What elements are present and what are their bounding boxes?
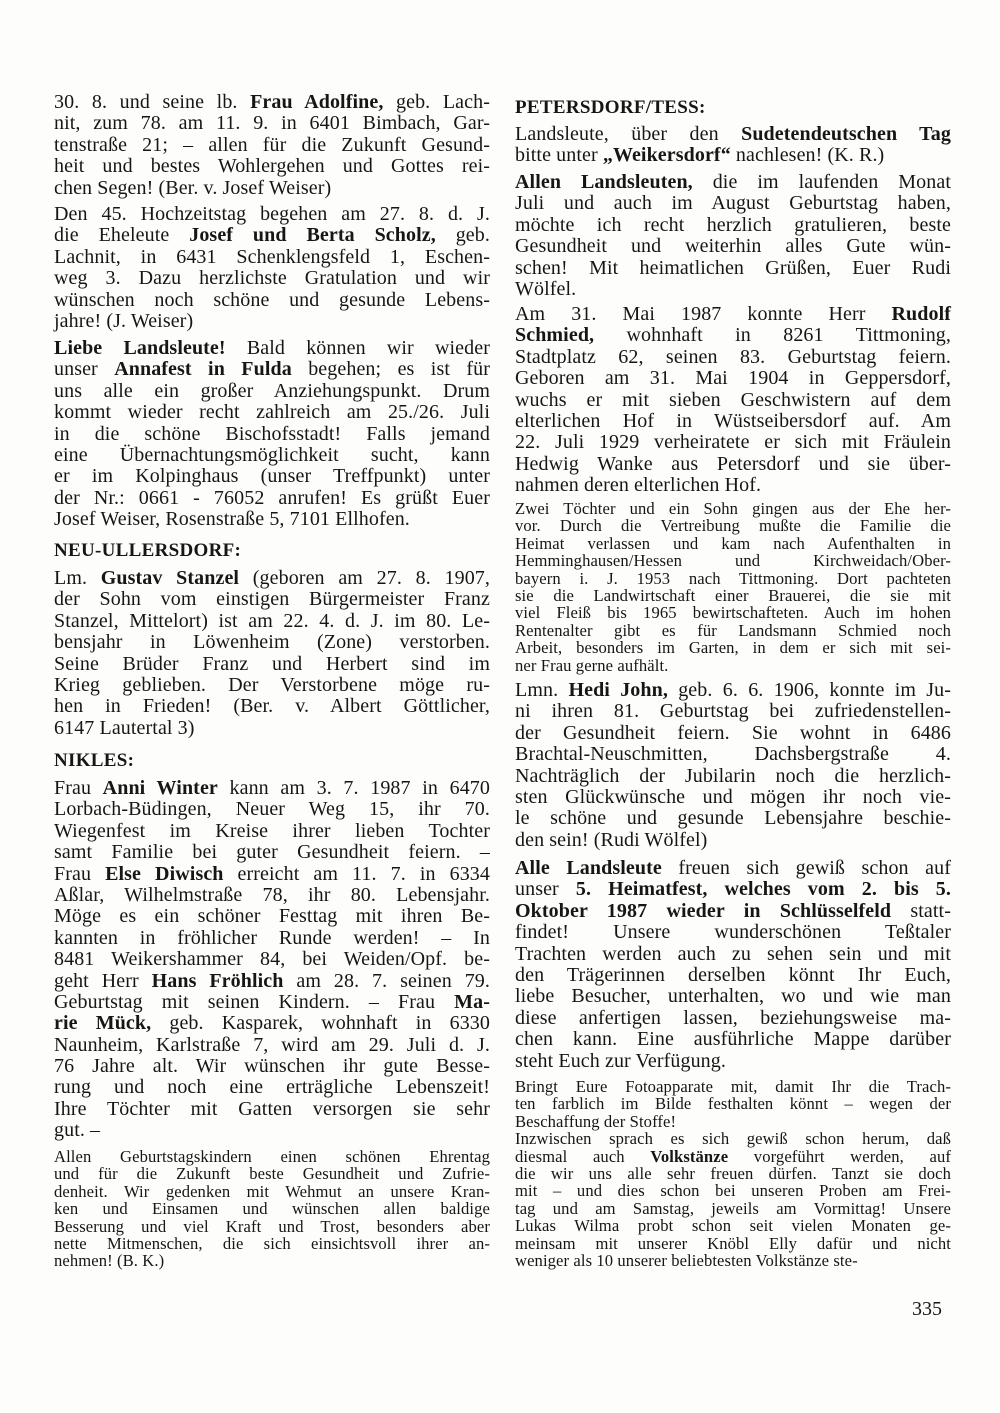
text: wohnhaft in 8261 Tittmoning, bbox=[594, 324, 951, 347]
text: findet! Unsere wunderschönen Teßtaler bbox=[515, 921, 951, 944]
text: die im laufenden Monat bbox=[692, 171, 951, 193]
text-line bbox=[515, 552, 951, 569]
text: Lmn. bbox=[515, 679, 569, 701]
text: sie die Landwirtschaft einer Brauerei, die sie mit bbox=[515, 585, 951, 605]
text-line bbox=[515, 657, 951, 674]
text: ni ihren 81. Geburtstag bei zufriedenstellen- bbox=[515, 700, 951, 723]
text-line bbox=[515, 1148, 951, 1165]
text-line bbox=[515, 901, 951, 922]
text-line bbox=[515, 986, 951, 1007]
text: Hedwig Wanke aus Petersdorf und sie über- bbox=[515, 452, 951, 475]
text-line bbox=[54, 540, 490, 562]
text: PETERSDORF/TESS: bbox=[515, 97, 706, 118]
text: weniger als 10 unserer beliebtesten Volkstänze ste- bbox=[515, 1250, 858, 1270]
text: Frau bbox=[54, 777, 103, 799]
text: Bald können wir wieder bbox=[225, 337, 490, 359]
text: le schöne und gesunde Lebensjahre beschie- bbox=[515, 807, 951, 830]
bold-text: Oktober 1987 wieder in Schlüsselfeld bbox=[515, 899, 892, 922]
text: geb. Lach- bbox=[383, 91, 490, 113]
text: Rentenalter gibt es für Landsmann Schmied noch bbox=[515, 620, 951, 640]
text-line bbox=[515, 535, 951, 552]
paragraph bbox=[515, 500, 951, 674]
text: nahmen deren elterlichen Hof. bbox=[515, 474, 762, 497]
text-line bbox=[515, 701, 951, 722]
text: Geburtstag mit seinen Kindern. – Frau bbox=[54, 990, 455, 1013]
text-line bbox=[54, 611, 490, 632]
text: (geboren am 27. 8. 1907, bbox=[239, 567, 490, 589]
text: Naunheim, Karlstraße 7, wird am 29. Juli d. J. bbox=[54, 1033, 490, 1056]
text: wünschen noch schöne und gesunde Lebens- bbox=[54, 288, 490, 311]
text-line bbox=[54, 1035, 490, 1056]
paragraph bbox=[54, 338, 490, 531]
text-line bbox=[54, 311, 490, 332]
text: Besserung und viel Kraft und Trost, besonders aber bbox=[54, 1216, 490, 1236]
text-line bbox=[515, 325, 951, 346]
text-line bbox=[515, 1029, 951, 1050]
text: Möge es ein schöner Festtag mit ihren Be- bbox=[54, 905, 490, 928]
bold-text: Allen Landsleuten, bbox=[515, 171, 693, 193]
text-line bbox=[54, 290, 490, 311]
text: tag und am Samstag, jeweils am Vormittag! Unsere bbox=[515, 1198, 951, 1218]
text: nachlesen! (K. R.) bbox=[730, 144, 885, 167]
text: kannten in fröhlicher Runde werden! – In bbox=[54, 926, 490, 949]
bold-text: 5. Heimatfest, welches vom 2. bis 5. bbox=[575, 878, 951, 901]
text: jahre! (J. Weiser) bbox=[54, 309, 194, 332]
text-line bbox=[54, 424, 490, 445]
text-line bbox=[54, 1218, 490, 1235]
paragraph bbox=[515, 304, 951, 497]
text-line bbox=[54, 885, 490, 906]
text-line bbox=[54, 113, 490, 134]
text: chen Segen! (Ber. v. Josef Weiser) bbox=[54, 176, 332, 199]
text-line bbox=[54, 1077, 490, 1098]
text: der Nr.: 0661 - 76052 anrufen! Es grüßt Euer bbox=[54, 486, 490, 509]
text: steht Euch zur Verfügung. bbox=[515, 1049, 726, 1072]
text: ken und Einsamen und wünschen allen baldige bbox=[54, 1199, 490, 1219]
text: Arbeit, besonders im Garten, in dem er sich mit sei- bbox=[515, 638, 951, 658]
paragraph bbox=[515, 858, 951, 1072]
text-line bbox=[515, 517, 951, 534]
text-line bbox=[54, 654, 490, 675]
text-line bbox=[515, 304, 951, 325]
text-line bbox=[54, 509, 490, 530]
paragraph bbox=[515, 124, 951, 167]
text-line bbox=[515, 454, 951, 475]
text-line bbox=[54, 1120, 490, 1141]
text-line bbox=[54, 632, 490, 653]
text: Trachten werden auch zu sehen sein und mit bbox=[515, 942, 951, 965]
text-line bbox=[515, 215, 951, 236]
text-line bbox=[54, 1056, 490, 1077]
text-line bbox=[515, 1130, 951, 1147]
text: Wölfel. bbox=[515, 277, 577, 300]
text: Lorbach-Büdingen, Neuer Weg 15, ihr 70. bbox=[54, 798, 490, 821]
text-line bbox=[54, 992, 490, 1013]
text-line bbox=[54, 799, 490, 820]
text: Inzwischen sprach es sich gewiß schon herum, daß bbox=[515, 1129, 951, 1149]
text: NIKLES: bbox=[54, 750, 135, 771]
text: Zwei Töchter und ein Sohn gingen aus der Ehe her- bbox=[515, 499, 951, 518]
text: tenstraße 21; – allen für die Zukunft Gesund- bbox=[54, 133, 490, 156]
text-line bbox=[515, 1252, 951, 1269]
text-line bbox=[54, 359, 490, 380]
bold-text: rie Mück, bbox=[54, 1012, 152, 1035]
text: Stadtplatz 62, seinen 83. Geburtstag feiern. bbox=[515, 345, 951, 368]
text: geht Herr bbox=[54, 969, 152, 992]
text: denheit. Wir gedenken mit Wehmut an unsere Kran- bbox=[54, 1181, 490, 1201]
text-line bbox=[515, 808, 951, 829]
text: Lm. bbox=[54, 567, 101, 589]
text-line bbox=[515, 570, 951, 587]
text-line bbox=[515, 236, 951, 257]
text-line bbox=[54, 589, 490, 610]
text: wuchs er mit sieben Geschwistern auf dem bbox=[515, 388, 951, 411]
text-line bbox=[515, 368, 951, 389]
text: bensjahr in Löwenheim (Zone) verstorben. bbox=[54, 631, 490, 654]
text: unser bbox=[54, 358, 115, 381]
text: Heimat verlassen und kam nach Aufenthalten in bbox=[515, 533, 951, 553]
section-heading bbox=[515, 97, 951, 119]
text-line bbox=[515, 1113, 951, 1130]
text-line bbox=[515, 475, 951, 496]
text-line bbox=[54, 135, 490, 156]
text-line bbox=[54, 178, 490, 199]
text: nette Mitmenschen, die sich einsichtsvoll ihrer an- bbox=[54, 1233, 490, 1253]
text-line bbox=[515, 587, 951, 604]
text: 22. Juli 1929 verheiratete er sich mit Fräulein bbox=[515, 431, 951, 454]
text: Gesundheit und weiterhin alles Gute wün- bbox=[515, 235, 951, 258]
text: 76 Jahre alt. Wir wünschen ihr gute Besse- bbox=[54, 1055, 490, 1078]
text: möchte ich recht herzlich gratulieren, beste bbox=[515, 213, 951, 236]
paragraph bbox=[54, 92, 490, 199]
text-line bbox=[515, 1200, 951, 1217]
text: der Sohn vom einstigen Bürgermeister Franz bbox=[54, 588, 490, 611]
text: geb. 6. 6. 1906, konnte im Ju- bbox=[667, 679, 952, 701]
text: chen kann. Eine ausführliche Mappe darüber bbox=[515, 1028, 951, 1051]
text: ner Frau gerne aufhält. bbox=[515, 655, 669, 675]
page-number: 335 bbox=[912, 1298, 942, 1320]
text: gut. – bbox=[54, 1119, 101, 1142]
text: unser bbox=[515, 878, 576, 901]
text-line bbox=[54, 1013, 490, 1034]
text: vorgeführt werden, auf bbox=[728, 1146, 951, 1166]
section-heading bbox=[54, 540, 490, 562]
text-line bbox=[54, 842, 490, 863]
text: geb. bbox=[435, 224, 490, 247]
text: liebe Besucher, unterhalten, wo und wie man bbox=[515, 985, 951, 1008]
bold-text: Josef und Berta Scholz, bbox=[189, 224, 436, 247]
text-line bbox=[515, 279, 951, 300]
text: Lukas Wilma probt schon seit vielen Monaten ge- bbox=[515, 1216, 951, 1236]
text: mit – und dies schon bei unseren Proben am Frei- bbox=[515, 1181, 951, 1201]
text: ten farblich im Bilde festhalten könnt – wegen der bbox=[515, 1094, 951, 1114]
text: Allen Geburtstagskindern einen schönen Ehrentag bbox=[54, 1147, 490, 1166]
text: geb. Kasparek, wohnhaft in 6330 bbox=[151, 1012, 490, 1035]
text: NEU-ULLERSDORF: bbox=[54, 540, 242, 561]
text: Frau bbox=[54, 862, 106, 885]
bold-text: Schmied, bbox=[515, 324, 595, 347]
paragraph bbox=[515, 172, 951, 300]
text-line bbox=[54, 1148, 490, 1165]
text-line bbox=[515, 922, 951, 943]
text-line bbox=[515, 347, 951, 368]
text: bayern i. J. 1953 nach Tittmoning. Dort pachteten bbox=[515, 568, 951, 588]
text-line bbox=[515, 124, 951, 145]
text: diese anfertigen lassen, beziehungsweise ma- bbox=[515, 1006, 951, 1029]
text: Am 31. Mai 1987 konnte Herr bbox=[515, 303, 892, 325]
text-line bbox=[54, 445, 490, 466]
text-line bbox=[54, 92, 490, 113]
text-line bbox=[515, 944, 951, 965]
text-line bbox=[515, 1008, 951, 1029]
text: diesmal auch bbox=[515, 1146, 651, 1166]
bold-text: Rudolf bbox=[891, 303, 951, 325]
text: weg 3. Dazu herzlichste Gratulation und wir bbox=[54, 267, 490, 290]
text: Krieg geblieben. Der Verstorbene möge ru- bbox=[54, 673, 490, 696]
text-line bbox=[515, 390, 951, 411]
text: Hemminghausen/Hessen und Kirchweidach/Ober- bbox=[515, 551, 951, 571]
bold-text: Hedi John, bbox=[568, 679, 668, 701]
text: vor. Durch die Vertreibung mußte die Familie die bbox=[515, 516, 951, 536]
bold-text: Gustav Stanzel bbox=[100, 567, 240, 589]
text-line bbox=[54, 906, 490, 927]
bold-text: Liebe Landsleute! bbox=[54, 337, 226, 359]
text-line bbox=[515, 965, 951, 986]
text-line bbox=[515, 172, 951, 193]
bold-text: „Weikersdorf“ bbox=[602, 144, 731, 167]
text: die Eheleute bbox=[54, 224, 190, 247]
paragraph bbox=[54, 204, 490, 332]
text: elterlichen Hof in Wüstseibersdorf auf. Am bbox=[515, 409, 951, 432]
text-line bbox=[515, 411, 951, 432]
text-line bbox=[54, 949, 490, 970]
text: meinsam mit unserer Knöbl Elly dafür und nicht bbox=[515, 1233, 951, 1253]
text-line bbox=[515, 1078, 951, 1095]
text-line bbox=[515, 1217, 951, 1234]
paragraph bbox=[515, 680, 951, 851]
text-line bbox=[54, 338, 490, 359]
text: Landsleute, über den bbox=[515, 123, 742, 145]
text: nehmen! (B. K.) bbox=[54, 1251, 165, 1271]
text-line bbox=[54, 225, 490, 246]
text-line bbox=[54, 381, 490, 402]
bold-text: Sudetendeutschen Tag bbox=[741, 123, 951, 145]
bold-text: Annafest in Fulda bbox=[114, 358, 292, 381]
text-line bbox=[515, 723, 951, 744]
text: uns alle ein großer Anziehungspunkt. Drum bbox=[54, 379, 490, 402]
text: heit und bestes Wohlergehen und Gottes rei- bbox=[54, 155, 490, 178]
text-line bbox=[515, 97, 951, 119]
text: in die schöne Bischofsstadt! Falls jemand bbox=[54, 422, 490, 445]
text-line bbox=[515, 1051, 951, 1072]
text-line bbox=[54, 1200, 490, 1217]
text: am 28. 7. seinen 79. bbox=[283, 969, 490, 992]
text-line bbox=[515, 858, 951, 879]
text-line bbox=[515, 830, 951, 851]
text: eine Übernachtungsmöglichkeit sucht, kann bbox=[54, 443, 490, 466]
text-line bbox=[515, 1235, 951, 1252]
text: rung und noch eine erträgliche Lebenszeit! bbox=[54, 1076, 490, 1099]
text-line bbox=[515, 787, 951, 808]
text: Ihre Töchter mit Gatten versorgen sie sehr bbox=[54, 1097, 490, 1120]
text: Geboren am 31. Mai 1904 in Geppersdorf, bbox=[515, 367, 951, 390]
bold-text: Frau Adolfine, bbox=[250, 91, 384, 113]
text-line bbox=[54, 204, 490, 225]
bold-text: Else Diwisch bbox=[105, 862, 224, 885]
text: 30. 8. und seine lb. bbox=[54, 91, 251, 113]
text-line bbox=[54, 696, 490, 717]
text-line bbox=[515, 145, 951, 166]
text: schen! Mit heimatlichen Grüßen, Euer Rudi bbox=[515, 256, 951, 279]
text: Bringt Eure Fotoapparate mit, damit Ihr die Trach- bbox=[515, 1077, 951, 1096]
text: bitte unter bbox=[515, 144, 603, 167]
text-line bbox=[54, 247, 490, 268]
text: Seine Brüder Franz und Herbert sind im bbox=[54, 652, 490, 675]
text: kommt wieder recht zahlreich am 25./26. Juli bbox=[54, 401, 490, 424]
text-line bbox=[515, 604, 951, 621]
text-line bbox=[515, 744, 951, 765]
text: begehen; es ist für bbox=[291, 358, 490, 381]
text-line bbox=[54, 156, 490, 177]
text: er im Kolpinghaus (unser Treffpunkt) unter bbox=[54, 465, 490, 488]
text-line bbox=[54, 568, 490, 589]
text: Wiegenfest im Kreise ihrer lieben Tochter bbox=[54, 819, 490, 842]
text-line bbox=[515, 879, 951, 900]
text: Lachnit, in 6431 Schenklengsfeld 1, Eschen- bbox=[54, 245, 490, 268]
bold-text: Ma- bbox=[454, 990, 490, 1013]
text: die wir uns alle sehr freuen dürfen. Tanzt sie doch bbox=[515, 1163, 951, 1183]
text-line bbox=[515, 622, 951, 639]
text-line bbox=[515, 1165, 951, 1182]
text: sten Glückwünsche und mögen ihr noch vie- bbox=[515, 785, 951, 808]
paragraph bbox=[54, 1148, 490, 1270]
text-line bbox=[515, 432, 951, 453]
text: Juli und auch im August Geburtstag haben, bbox=[515, 192, 951, 215]
text-line bbox=[54, 466, 490, 487]
text-line bbox=[54, 1252, 490, 1269]
text: Den 45. Hochzeitstag begehen am 27. 8. d. J. bbox=[54, 203, 490, 225]
text-line bbox=[54, 1183, 490, 1200]
text: hen in Frieden! (Ber. v. Albert Göttlicher, bbox=[54, 695, 490, 718]
text-line bbox=[54, 928, 490, 949]
text-line bbox=[515, 193, 951, 214]
text: den Trägerinnen derselben könnt Ihr Euch, bbox=[515, 963, 951, 986]
paragraph bbox=[54, 778, 490, 1142]
text-line bbox=[54, 268, 490, 289]
text: freuen sich gewiß schon auf bbox=[661, 857, 951, 879]
text-line bbox=[54, 778, 490, 799]
paragraph bbox=[515, 1078, 951, 1269]
text-line bbox=[54, 402, 490, 423]
text-line bbox=[54, 488, 490, 509]
section-heading bbox=[54, 750, 490, 772]
text: Brachtal-Neuschmitten, Dachsbergstraße 4. bbox=[515, 743, 951, 766]
bold-text: Anni Winter bbox=[102, 777, 218, 799]
text-line bbox=[515, 1182, 951, 1199]
text-line bbox=[54, 1235, 490, 1252]
text-line bbox=[54, 821, 490, 842]
text-line bbox=[515, 258, 951, 279]
text-line bbox=[54, 718, 490, 739]
text: statt- bbox=[891, 899, 951, 922]
text-line bbox=[54, 1099, 490, 1120]
text: 6147 Lautertal 3) bbox=[54, 716, 195, 739]
text-line bbox=[54, 971, 490, 992]
text: der Gesundheit feiern. Sie wohnt in 6486 bbox=[515, 721, 951, 744]
text: Josef Weiser, Rosenstraße 5, 7101 Ellhofen. bbox=[54, 508, 410, 531]
text: Beschaffung der Stoffe! bbox=[515, 1111, 677, 1131]
text: Stanzel, Mittelort) ist am 22. 4. d. J. im 80. Le- bbox=[54, 609, 490, 632]
text: erreicht am 11. 7. in 6334 bbox=[223, 862, 490, 885]
text-line bbox=[54, 864, 490, 885]
text: den sein! (Rudi Wölfel) bbox=[515, 828, 708, 851]
bold-text: Volkstänze bbox=[650, 1146, 729, 1166]
paragraph bbox=[54, 568, 490, 739]
text: kann am 3. 7. 1987 in 6470 bbox=[217, 777, 490, 799]
text: Aßlar, Wilhelmstraße 78, ihr 80. Lebensjahr. bbox=[54, 883, 490, 906]
text-line bbox=[54, 675, 490, 696]
text-line bbox=[515, 766, 951, 787]
text-line bbox=[515, 1095, 951, 1112]
text: 8481 Weikershammer 84, bei Weiden/Opf. be- bbox=[54, 948, 490, 971]
text: samt Familie bei guter Gesundheit feiern. – bbox=[54, 841, 490, 864]
bold-text: Alle Landsleute bbox=[515, 857, 662, 879]
text-line bbox=[515, 639, 951, 656]
text: und für die Zukunft beste Gesundheit und Zufrie- bbox=[54, 1164, 490, 1184]
text: viel Fleiß bis 1965 bewirtschafteten. Auch im hohen bbox=[515, 603, 951, 623]
text: nit, zum 78. am 11. 9. in 6401 Bimbach, Gar- bbox=[54, 112, 490, 135]
text-line bbox=[515, 680, 951, 701]
text-line bbox=[54, 1165, 490, 1182]
bold-text: Hans Fröhlich bbox=[151, 969, 284, 992]
text-line bbox=[515, 500, 951, 517]
text-line bbox=[54, 750, 490, 772]
text: Nachträglich der Jubilarin noch die herzlich- bbox=[515, 764, 951, 787]
